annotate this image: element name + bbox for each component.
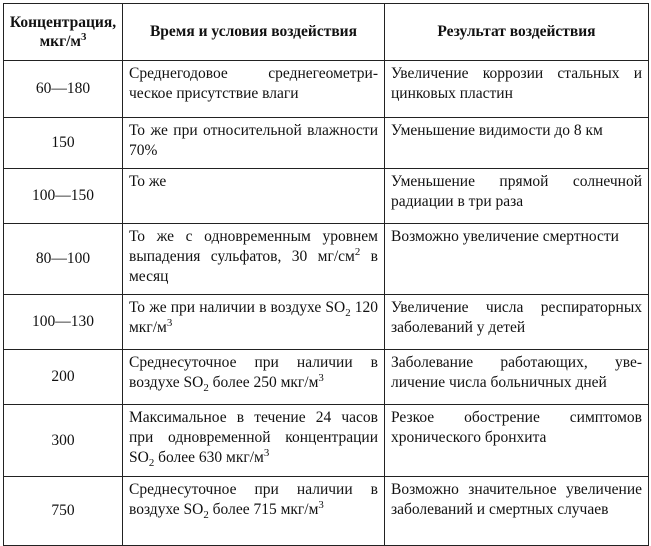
result-cell: Увеличение числа респираторных заболеваний у детей: [385, 295, 649, 350]
conditions-cell: [123, 477, 385, 546]
conditions-text: То же при наличии в воздухе SO: [129, 299, 346, 316]
result-cell: Возможно значительное увеличение заболеваний и смертных случаев: [385, 477, 649, 546]
result-cell: Уменьшение видимости до 8 км: [385, 118, 649, 169]
conditions-sub: 2: [345, 307, 351, 320]
conditions-text: Максимальное в течение 24 часов при одновременной концентрации SO: [129, 409, 378, 466]
concentration-cell: 80—100: [4, 224, 123, 295]
header-result: Результат воздействия: [385, 4, 649, 61]
conditions-cell: Среднегодовое среднегеометрическое присутствие влаги: [123, 61, 385, 118]
conditions-text: Среднесуточное при наличии в воздухе SO: [129, 354, 378, 391]
result-cell: Увеличение коррозии стальных и цинковых пластин: [385, 61, 649, 118]
header-conditions: Время и условия воздействия: [123, 4, 385, 61]
conditions-text: То же с одновременным уровнем выпадения сульфатов, 30 мг/см: [129, 228, 378, 265]
concentration-cell: 150: [4, 118, 123, 169]
conditions-text-end: более 715 мкг/м: [208, 501, 319, 518]
conditions-text-end: более 630 мкг/м: [154, 449, 264, 466]
result-cell: Возможно увеличение смертности: [385, 224, 649, 295]
conditions-cell: [123, 350, 385, 405]
table-row: [4, 295, 649, 350]
table-row: [4, 405, 649, 477]
result-cell: Резкое обострение симптомов хронического бронхита: [385, 405, 649, 477]
conditions-sub: 2: [203, 509, 209, 522]
concentration-cell: 750: [4, 477, 123, 546]
conditions-sup: 3: [263, 446, 270, 459]
conditions-cell: [123, 224, 385, 295]
pollution-effects-table: [3, 3, 649, 546]
concentration-cell: 100—130: [4, 295, 123, 350]
conditions-text-end: 120 мкг/м: [129, 299, 379, 336]
conditions-sup: 2: [354, 245, 361, 258]
concentration-cell: 300: [4, 405, 123, 477]
conditions-cell: То же при относительной влажности 70%: [123, 118, 385, 169]
table-row: [4, 61, 649, 118]
conditions-cell: [123, 405, 385, 477]
conditions-text-end: в месяц: [129, 248, 378, 285]
header-concentration-line1: Концентрация,: [9, 14, 117, 31]
concentration-cell: 60—180: [4, 61, 123, 118]
conditions-cell: То же: [123, 169, 385, 224]
table-row: [4, 224, 649, 295]
result-cell: Уменьшение прямой солнечной радиации в три раза: [385, 169, 649, 224]
conditions-sub: 2: [148, 457, 155, 470]
concentration-cell: 100—150: [4, 169, 123, 224]
table-row: [4, 350, 649, 405]
conditions-sup: 3: [318, 371, 324, 384]
header-row: [4, 4, 649, 61]
table-row: [4, 477, 649, 546]
result-cell: Заболевание работающих, увеличение числа больничных дней: [385, 350, 649, 405]
table-row: [4, 169, 649, 224]
conditions-text-end: более 250 мкг/м: [208, 374, 319, 391]
conditions-sub: 2: [203, 382, 209, 395]
header-concentration-sup: 3: [80, 30, 87, 43]
header-concentration-unit: мкг/м: [39, 33, 81, 50]
conditions-text: Среднесуточное при наличии в воздухе SO: [129, 481, 378, 518]
conditions-sup: 3: [318, 498, 324, 511]
concentration-cell: 200: [4, 350, 123, 405]
table-row: [4, 118, 649, 169]
header-concentration: [4, 4, 123, 61]
conditions-sup: 3: [166, 316, 173, 329]
conditions-cell: [123, 295, 385, 350]
